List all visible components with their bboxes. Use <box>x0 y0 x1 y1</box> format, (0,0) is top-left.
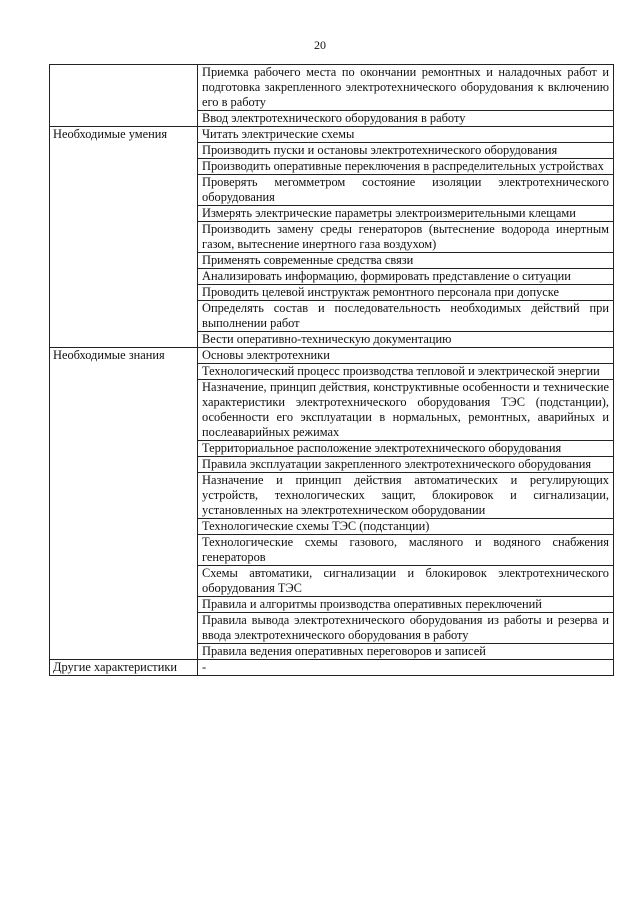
page-number: 20 <box>314 38 326 52</box>
category-cell: Необходимые умения <box>50 127 198 348</box>
list-item: Технологические схемы ТЭС (подстанции) <box>198 519 613 535</box>
list-item: Назначение, принцип действия, конструктивные особенности и технические характеристики электротехнического оборудования ТЭС (подстанции), особенности его эксплуатации в нормальных, ремонтных, аварийных и послеаварийных режимах <box>198 380 613 441</box>
list-item: Вести оперативно-техническую документацию <box>202 332 452 346</box>
list-item: Правила вывода электротехнического оборудования из работы и резерва и ввода электротехнического оборудования в работу <box>198 613 613 644</box>
table-row <box>50 348 614 660</box>
list-item: Производить замену среды генераторов (вытеснение водорода инертным газом, вытеснение инертного газа воздухом) <box>198 222 613 253</box>
items-cell <box>198 348 614 660</box>
requirements-table <box>49 64 614 676</box>
table-row <box>50 65 614 127</box>
list-item: Производить оперативные переключения в распределительных устройствах <box>198 159 613 175</box>
items-cell <box>198 127 614 348</box>
list-item: Производить пуски и остановы электротехнического оборудования <box>198 143 613 159</box>
list-item: Назначение и принцип действия автоматических и регулирующих устройств, технологических защит, блокировок и сигнализации, установленных на электротехническом оборудовании <box>198 473 613 519</box>
list-item: Анализировать информацию, формировать представление о ситуации <box>198 269 613 285</box>
category-cell: Другие характеристики <box>50 660 198 676</box>
table-row <box>50 660 614 676</box>
list-item: Применять современные средства связи <box>198 253 613 269</box>
list-item: Схемы автоматики, сигнализации и блокировок электротехнического оборудования ТЭС <box>198 566 613 597</box>
items-cell <box>198 65 614 127</box>
table-row <box>50 127 614 348</box>
list-item: Читать электрические схемы <box>198 127 613 143</box>
list-item: Основы электротехники <box>198 348 613 364</box>
list-item: Измерять электрические параметры электроизмерительными клещами <box>198 206 613 222</box>
category-cell <box>50 65 198 127</box>
list-item: Проверять мегомметром состояние изоляции электротехнического оборудования <box>198 175 613 206</box>
list-item: Территориальное расположение электротехнического оборудования <box>198 441 613 457</box>
list-item: Правила и алгоритмы производства оперативных переключений <box>198 597 613 613</box>
list-item: - <box>202 660 207 674</box>
list-item: Ввод электротехнического оборудования в работу <box>202 111 466 125</box>
list-item: Правила ведения оперативных переговоров и записей <box>202 644 486 658</box>
list-item: Приемка рабочего места по окончании ремонтных и наладочных работ и подготовка закрепленного электротехнического оборудования к включению его в работу <box>198 65 613 111</box>
list-item: Определять состав и последовательность необходимых действий при выполнении работ <box>198 301 613 332</box>
list-item: Проводить целевой инструктаж ремонтного персонала при допуске <box>198 285 613 301</box>
items-cell <box>198 660 614 676</box>
list-item: Технологические схемы газового, масляного и водяного снабжения генераторов <box>198 535 613 566</box>
list-item: Технологический процесс производства тепловой и электрической энергии <box>198 364 613 380</box>
requirements-table-body <box>50 65 614 676</box>
category-cell: Необходимые знания <box>50 348 198 660</box>
list-item: Правила эксплуатации закрепленного электротехнического оборудования <box>198 457 613 473</box>
